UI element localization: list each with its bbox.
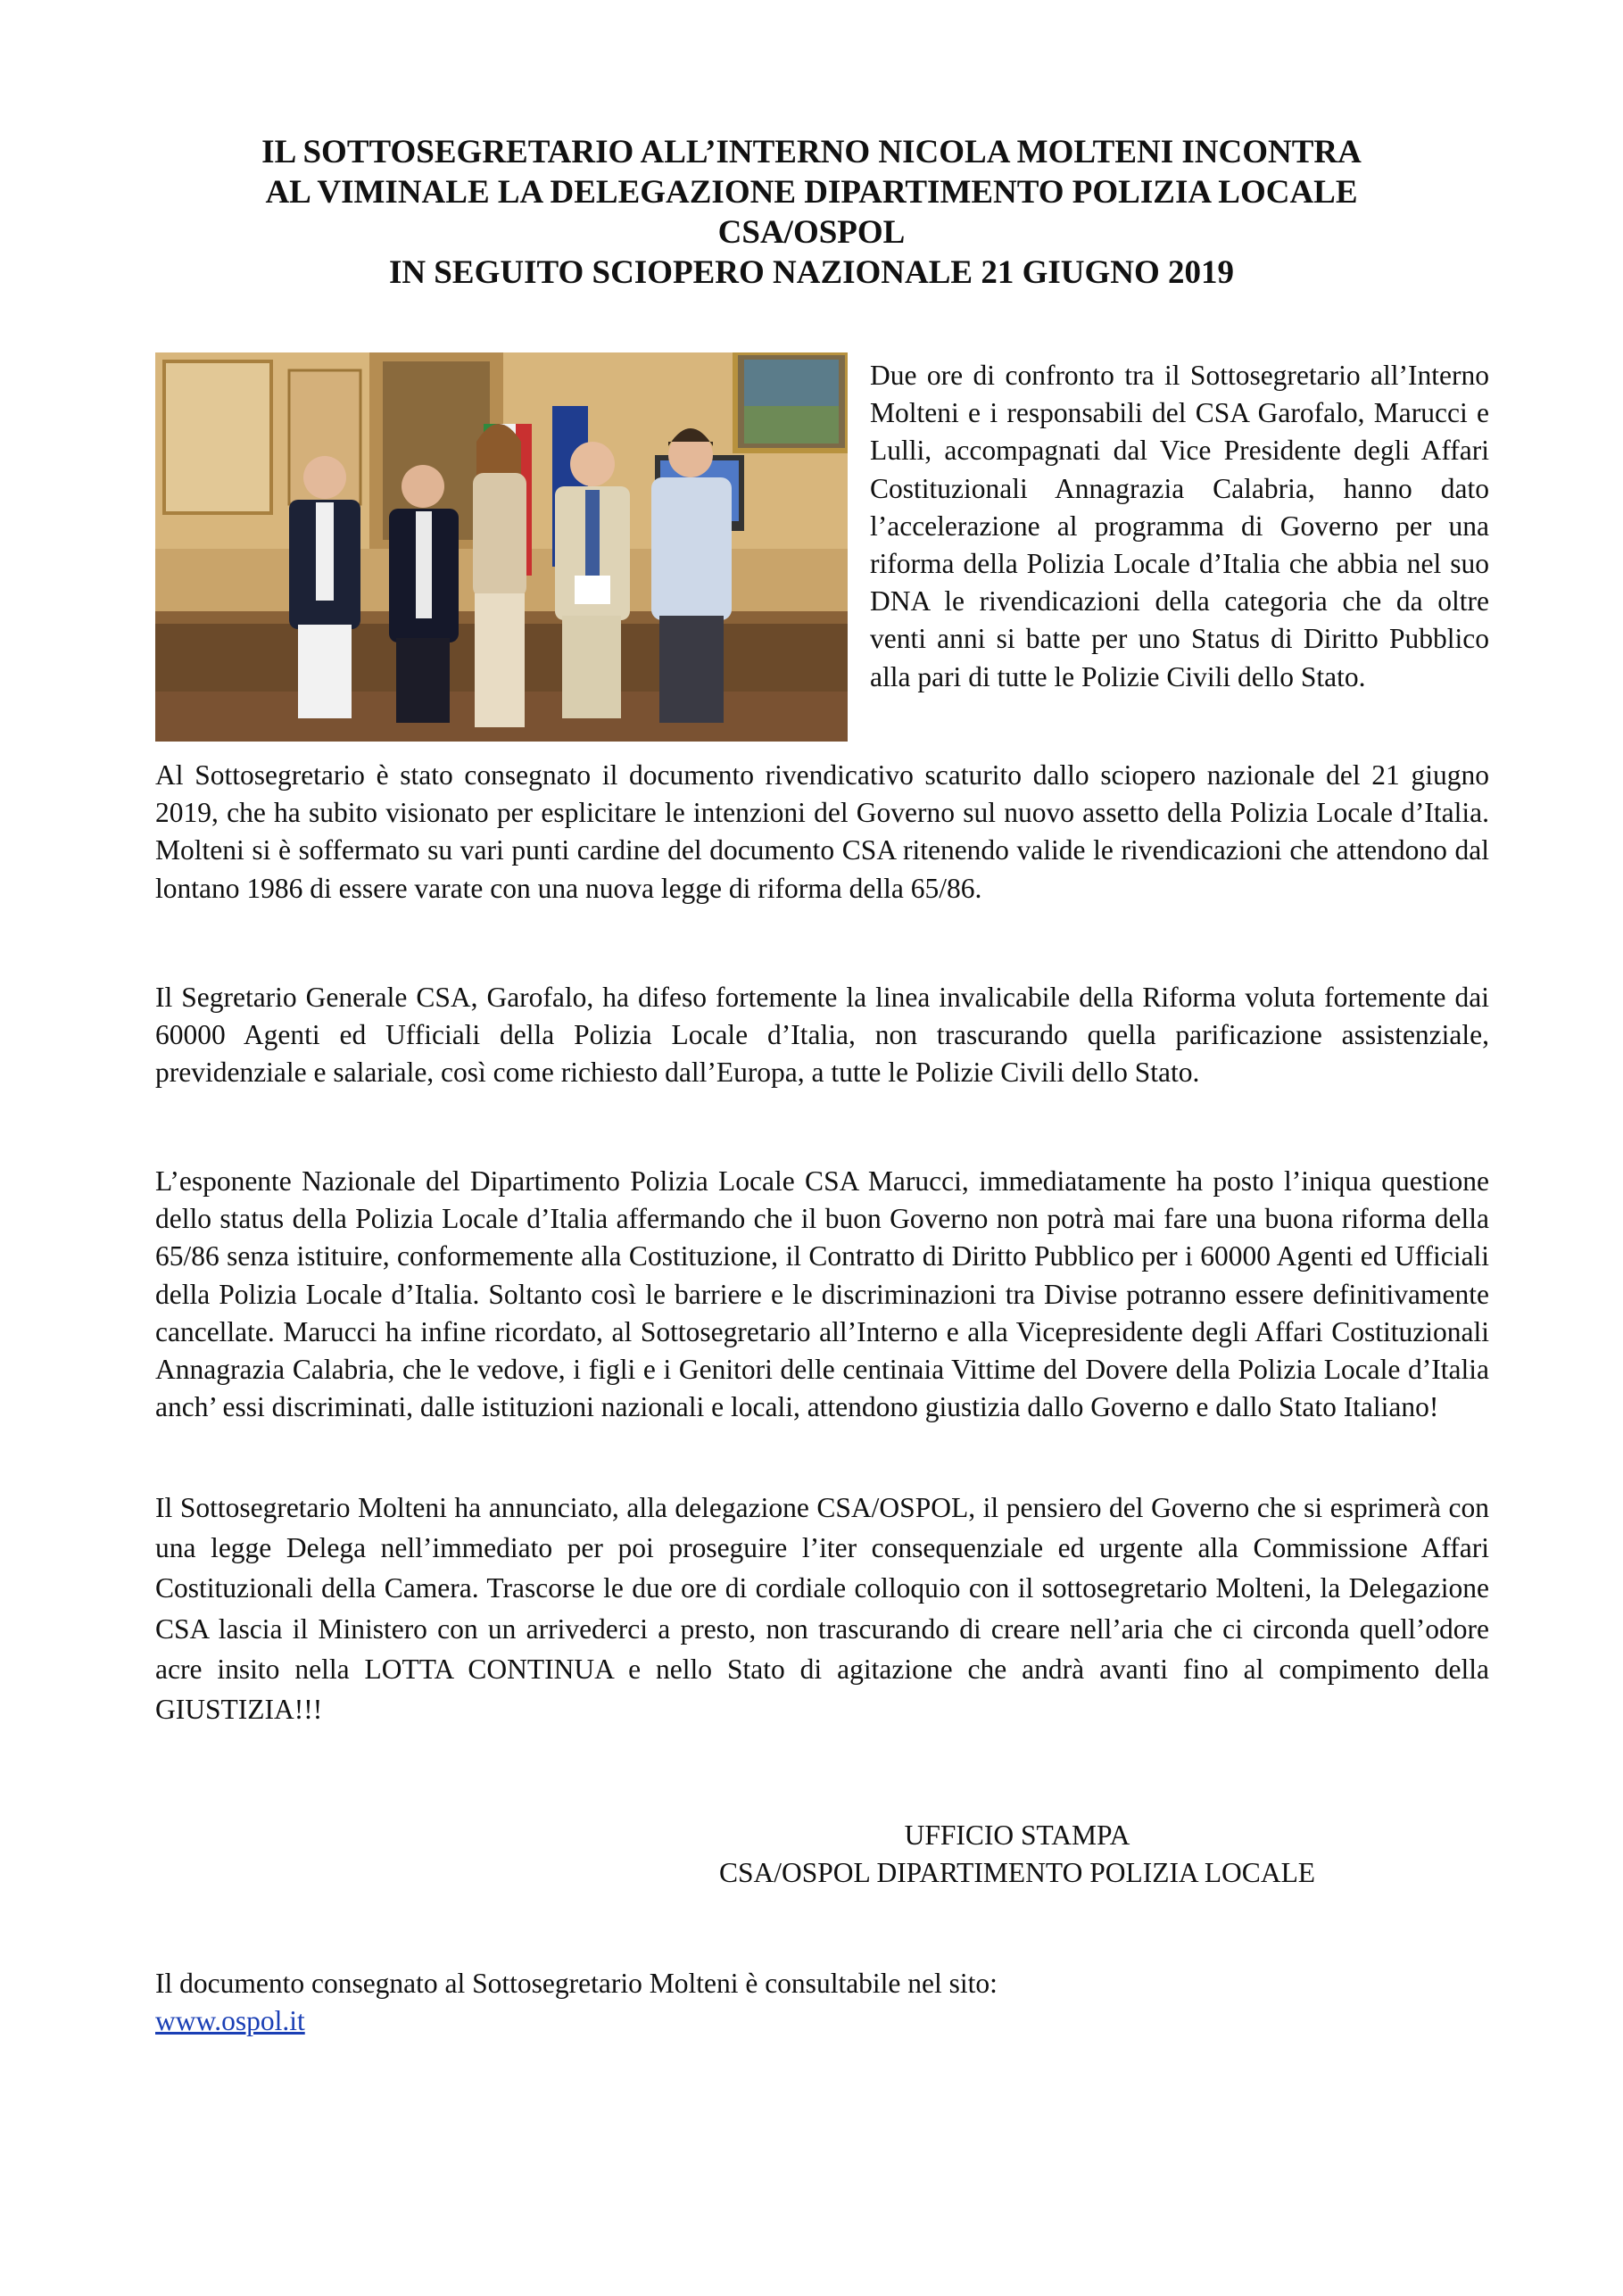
title-line-2: AL VIMINALE LA DELEGAZIONE DIPARTIMENTO POLIZIA LOCALE [265, 174, 1358, 211]
body-paragraph-2: Il Segretario Generale CSA, Garofalo, ha difeso fortemente la linea invalicabile della Riforma voluta fortemente dai 60000 Agenti ed Ufficiali della Polizia Locale d’Italia, non trascurando quella parificazione assistenziale, previdenziale e salariale, così come richiesto dall’Europa, a tutte le Polizie Civili dello Stato. [155, 982, 1489, 1089]
delegation-photo [155, 352, 848, 742]
footer-note [155, 1965, 1489, 2040]
signature-line-1: UFFICIO STAMPA [904, 1819, 1130, 1851]
website-link[interactable]: www.ospol.it [155, 2005, 305, 2036]
title-line-4: IN SEGUITO SCIOPERO NAZIONALE 21 GIUGNO 2019 [388, 254, 1235, 291]
body-paragraph-4: Il Sottosegretario Molteni ha annunciato, alla delegazione CSA/OSPOL, il pensiero del Governo che si esprimerà con una legge Delega nell’immediato per poi proseguire l’iter consequenziale ed urgente alla Commissione Affari Costituzionali della Camera. Trascorse le due ore di cordiale colloquio con il sottosegretario Molteni, la Delegazione CSA lascia il Ministero con un arrivederci a presto, non trascurando di creare nell’aria che ci circonda quell’odore acre insito nella LOTTA CONTINUA e nello Stato di agitazione che andrà avanti fino al compimento della GIUSTIZIA!!! [155, 1492, 1489, 1726]
title-line-3: CSA/OSPOL [717, 214, 906, 251]
footer-text: Il documento consegnato al Sottosegretario Molteni è consultabile nel sito: [155, 1968, 998, 1999]
body-paragraph-3: L’esponente Nazionale del Dipartimento Polizia Locale CSA Marucci, immediatamente ha posto l’iniqua questione dello status della Polizia Locale d’Italia affermando che il buon Governo non potrà mai fare una buona riforma della 65/86 senza istituire, conformemente alla Costituzione, il Contratto di Diritto Pubblico per i 60000 Agenti ed Ufficiali della Polizia Locale d’Italia. Soltanto così le barriere e le discriminazioni tra Divise potranno essere definitivamente cancellate. Marucci ha infine ricordato, al Sottosegretario all’Interno e alla Vicepresidente degli Affari Costituzionali Annagrazia Calabria, che le vedove, i figli e i Genitori delle centinaia Vittime del Dovere della Polizia Locale d’Italia anch’ essi discriminati, dalle istituzioni nazionali e locali, attendono giustizia dallo Governo e dallo Stato Italiano! [155, 1165, 1489, 1423]
title-line-1: IL SOTTOSEGRETARIO ALL’INTERNO NICOLA MOLTENI INCONTRA [261, 134, 1362, 170]
body-paragraph-1: Al Sottosegretario è stato consegnato il documento rivendicativo scaturito dallo sciopero nazionale del 21 giugno 2019, che ha subito visionato per esplicitare le intenzioni del Governo sul nuovo assetto della Polizia Locale d’Italia. Molteni si è soffermato su vari punti cardine del documento CSA ritenendo valide le rivendicazioni che attendono dal lontano 1986 di essere varate con una nuova legge di riforma della 65/86. [155, 759, 1489, 904]
signature-block [705, 1817, 1329, 1892]
page-title [134, 132, 1489, 293]
intro-paragraph: Due ore di confronto tra il Sottosegretario all’Interno Molteni e i responsabili del CSA Garofalo, Marucci e Lulli, accompagnati dal Vice Presidente degli Affari Costituzionali Annagrazia Calabria, hanno dato l’accelerazione al programma di Governo per una riforma della Polizia Locale d’Italia che abbia nel suo DNA le rivendicazioni della categoria che da oltre venti anni si batte per uno Status di Diritto Pubblico alla pari di tutte le Polizie Civili dello Stato. [870, 360, 1489, 692]
signature-line-2: CSA/OSPOL DIPARTIMENTO POLIZIA LOCALE [718, 1857, 1316, 1888]
